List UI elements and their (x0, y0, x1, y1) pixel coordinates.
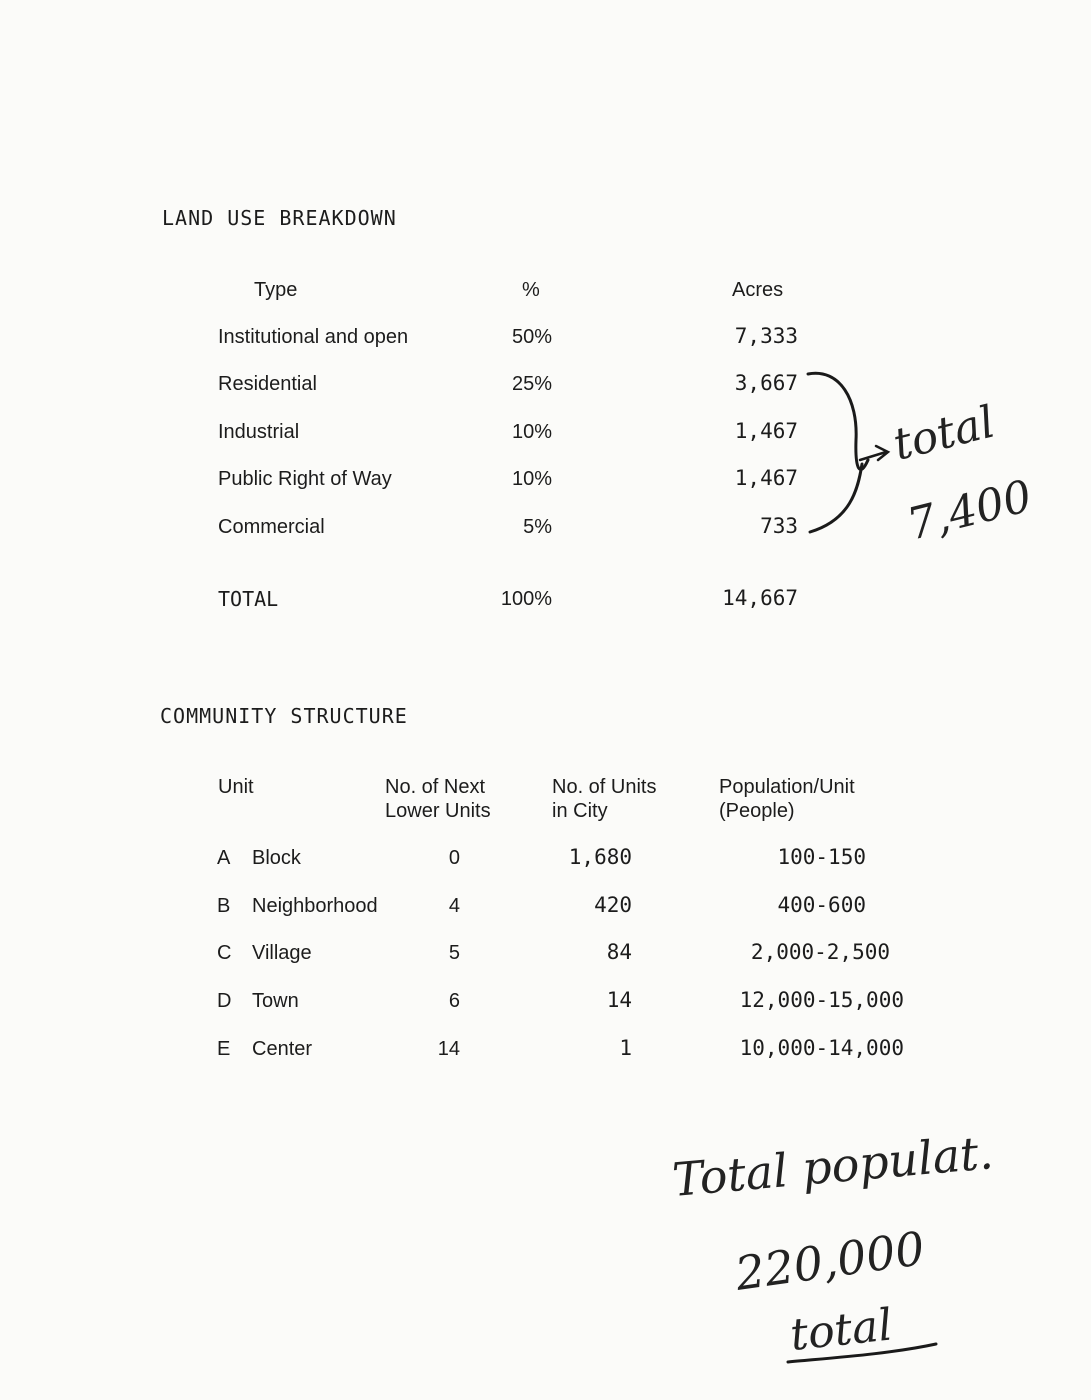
land-use-col-type: Type (254, 279, 298, 301)
community-population: 10,000-14,000 (739, 1036, 904, 1060)
community-population: 100-150 (777, 845, 866, 869)
land-use-type: Industrial (218, 421, 300, 443)
community-col-unit: Unit (218, 776, 254, 798)
community-col-pop-line2: (People) (719, 800, 795, 822)
community-units-in-city: 420 (594, 893, 632, 917)
land-use-type: Institutional and open (218, 326, 409, 348)
handwritten-population-total: total (787, 1299, 895, 1361)
community-unit-name: Town (252, 990, 299, 1012)
handwritten-population-value: 220,000 (732, 1220, 928, 1301)
community-population: 400-600 (777, 893, 866, 917)
community-lower-units: 4 (448, 895, 460, 917)
community-unit-name: Block (252, 847, 301, 869)
community-col-lower-line1: No. of Next (385, 776, 486, 798)
land-use-acres: 3,667 (734, 371, 798, 395)
community-lower-units: 14 (437, 1038, 460, 1060)
land-use-percent: 50% (511, 326, 552, 348)
land-use-heading: LAND USE BREAKDOWN (162, 206, 397, 230)
land-use-total-acres: 14,667 (722, 586, 798, 610)
land-use-percent: 25% (511, 373, 552, 395)
land-use-total-label: TOTAL (218, 587, 279, 611)
community-units-in-city: 1 (619, 1036, 632, 1060)
handwritten-total-value: 7,400 (902, 470, 1037, 551)
community-col-lower-line2: Lower Units (385, 800, 491, 822)
community-unit-letter: C (217, 942, 232, 964)
community-unit-letter: D (217, 990, 232, 1012)
community-unit-name: Neighborhood (252, 895, 378, 917)
community-heading: COMMUNITY STRUCTURE (160, 704, 408, 728)
handwritten-population-annotation (660, 1125, 1060, 1380)
land-use-total-percent: 100% (500, 588, 552, 610)
community-unit-letter: B (217, 895, 231, 917)
land-use-type: Residential (218, 373, 317, 395)
land-use-acres: 1,467 (734, 466, 798, 490)
community-unit-name: Village (252, 942, 312, 964)
land-use-col-percent: % (522, 279, 540, 301)
community-units-in-city: 84 (606, 940, 632, 964)
land-use-type: Public Right of Way (218, 468, 392, 490)
land-use-percent: 10% (511, 468, 552, 490)
handwritten-population-label: Total populat. (670, 1125, 996, 1207)
handwritten-bracket-annotation (800, 360, 1060, 590)
land-use-percent: 5% (523, 516, 552, 538)
community-col-city-line1: No. of Units (552, 776, 657, 798)
community-lower-units: 5 (448, 942, 460, 964)
land-use-type: Commercial (218, 516, 325, 538)
community-units-in-city: 14 (606, 988, 632, 1012)
land-use-col-acres: Acres (732, 279, 784, 301)
community-lower-units: 6 (448, 990, 460, 1012)
community-units-in-city: 1,680 (568, 845, 632, 869)
land-use-acres: 7,333 (734, 324, 798, 348)
community-col-city-line2: in City (552, 800, 608, 822)
land-use-acres: 733 (760, 514, 798, 538)
community-col-pop-line1: Population/Unit (719, 776, 855, 798)
community-population: 12,000-15,000 (739, 988, 904, 1012)
community-unit-letter: E (217, 1038, 231, 1060)
land-use-acres: 1,467 (734, 419, 798, 443)
community-lower-units: 0 (448, 847, 460, 869)
land-use-percent: 10% (511, 421, 552, 443)
handwritten-total-label: total (888, 396, 1000, 471)
community-unit-name: Center (252, 1038, 313, 1060)
community-unit-letter: A (217, 847, 231, 869)
community-population: 2,000-2,500 (750, 940, 890, 964)
